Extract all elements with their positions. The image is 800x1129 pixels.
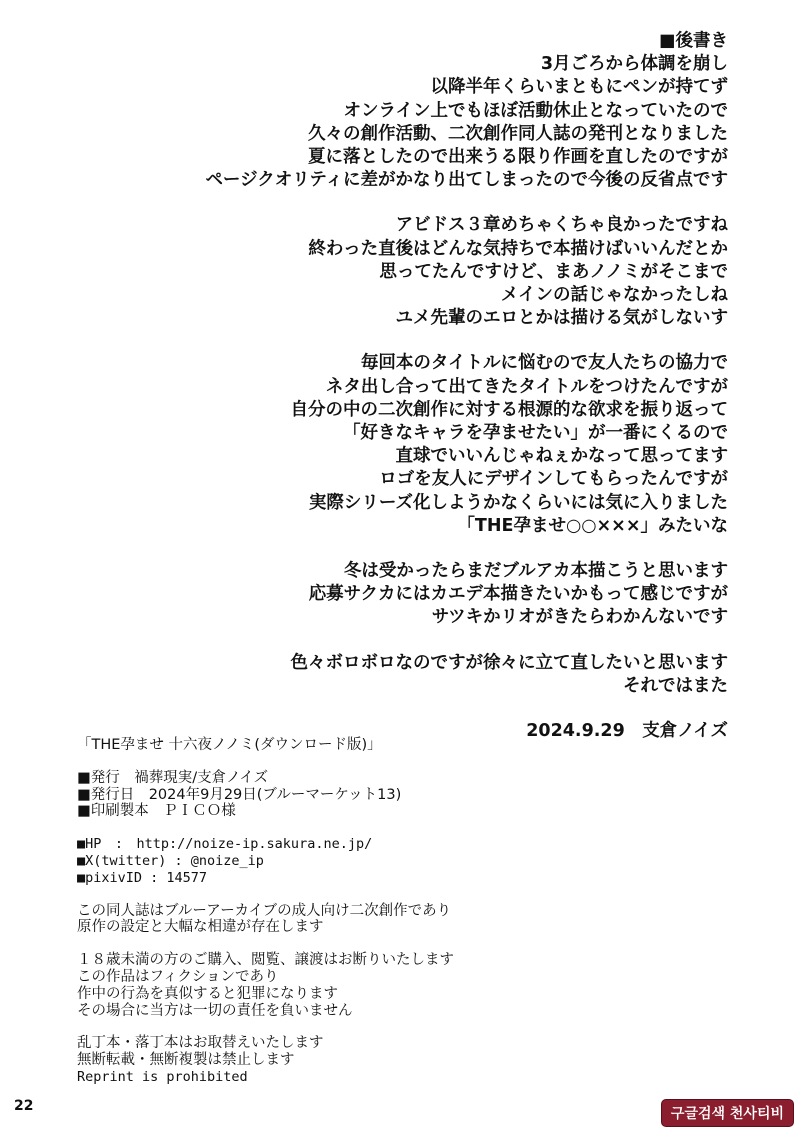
colophon-notice-line: 作中の行為を真似すると犯罪になります — [77, 985, 338, 1002]
afterword-line: 実際シリーズ化しようかなくらいには気に入りました — [308, 492, 728, 513]
afterword-line: 以降半年くらいまともにペンが持てず — [430, 77, 728, 98]
afterword-line: ロゴを友人にデザインしてもらったんですが — [379, 469, 728, 490]
afterword-line: 「好きなキャラを孕ませたい」が一番にくるので — [343, 423, 728, 444]
colophon-title: 「THE孕ませ 十六夜ノノミ(ダウンロード版)」 — [77, 737, 382, 753]
colophon-date: ■発行日 2024年9月29日(ブルーマーケット13) — [77, 786, 402, 803]
afterword-paragraph — [205, 652, 728, 698]
afterword-line: メインの話じゃなかったしね — [500, 285, 728, 306]
afterword-line: 自分の中の二次創作に対する根源的な欲求を振り返って — [290, 399, 728, 420]
afterword-paragraph — [205, 352, 728, 538]
afterword-line: サツキかリオがきたらわかんないです — [431, 607, 728, 628]
afterword-line: ユメ先輩のエロとかは描ける気がしないす — [395, 308, 728, 329]
afterword — [205, 30, 728, 743]
colophon-notice-line: この同人誌はブルーアーカイブの成人向け二次創作であり — [77, 902, 452, 919]
afterword-line: 色々ボロボロなのですが徐々に立て直したいと思います — [290, 652, 728, 673]
afterword-line: アビドス３章めちゃくちゃ良かったですね — [395, 215, 728, 236]
afterword-line: 直球でいいんじゃねぇかなって思ってます — [395, 446, 728, 467]
colophon-notice-line: この作品はフィクションであり — [77, 968, 279, 985]
afterword-line: ページクオリティに差がかなり出てしまったので今後の反省点です — [205, 170, 728, 191]
page-number: 22 — [14, 1098, 34, 1114]
afterword-signature: 2024.9.29 支倉ノイズ — [526, 721, 728, 742]
afterword-paragraph — [205, 53, 728, 192]
colophon-notice-line: 原作の設定と大幅な相違が存在します — [77, 919, 324, 936]
afterword-heading: ■後書き — [658, 31, 728, 51]
afterword-line: 毎回本のタイトルに悩むので友人たちの協力で — [360, 353, 728, 374]
afterword-paragraph — [205, 214, 728, 330]
afterword-line: オンライン上でもほぼ活動休止となっていたので — [343, 100, 728, 121]
colophon-notice-line: 無断転載・無断複製は禁止します — [77, 1052, 295, 1069]
colophon-hp: ■HP : http://noize-ip.sakura.ne.jp/ — [77, 836, 373, 853]
afterword-line: 終わった直後はどんな気持ちで本描けばいいんだとか — [308, 238, 728, 259]
colophon-twitter: ■X(twitter) : @noize_ip — [77, 852, 264, 869]
afterword-line: 夏に落としたので出来うる限り作画を直したのですが — [308, 147, 728, 168]
afterword-line: 思ってたんですけど、まあノノミがそこまで — [379, 261, 728, 282]
afterword-line: それではまた — [623, 675, 728, 696]
colophon-notice-line: Reprint is prohibited — [77, 1068, 248, 1085]
colophon-publisher: ■発行 禍葬現実/支倉ノイズ — [77, 769, 269, 786]
colophon-pixiv: ■pixivID : 14577 — [77, 869, 208, 886]
colophon-notice-line: １８歳未満の方のご購入、閲覧、譲渡はお断りいたします — [77, 952, 454, 969]
afterword-line: 「THE孕ませ○○×××」みたいな — [457, 515, 728, 536]
colophon-notice-line: 乱丁本・落丁本はお取替えいたします — [77, 1035, 324, 1052]
afterword-line: 3月ごろから体調を崩し — [540, 54, 728, 75]
watermark-label: 구글검색 천사티비 — [661, 1099, 794, 1127]
colophon-printer: ■印刷製本 ＰＩＣＯ様 — [77, 803, 236, 820]
colophon — [77, 737, 454, 1086]
afterword-line: 冬は受かったらまだブルアカ本描こうと思います — [343, 561, 728, 582]
afterword-line: ネタ出し合って出てきたタイトルをつけたんですが — [325, 376, 728, 397]
afterword-paragraph — [205, 560, 728, 630]
colophon-notice-line: その場合に当方は一切の責任を負いません — [77, 1002, 353, 1019]
afterword-line: 応募サクカにはカエデ本描きたいかもって感じですが — [308, 584, 728, 605]
afterword-line: 久々の創作活動、二次創作同人誌の発刊となりました — [308, 123, 728, 144]
